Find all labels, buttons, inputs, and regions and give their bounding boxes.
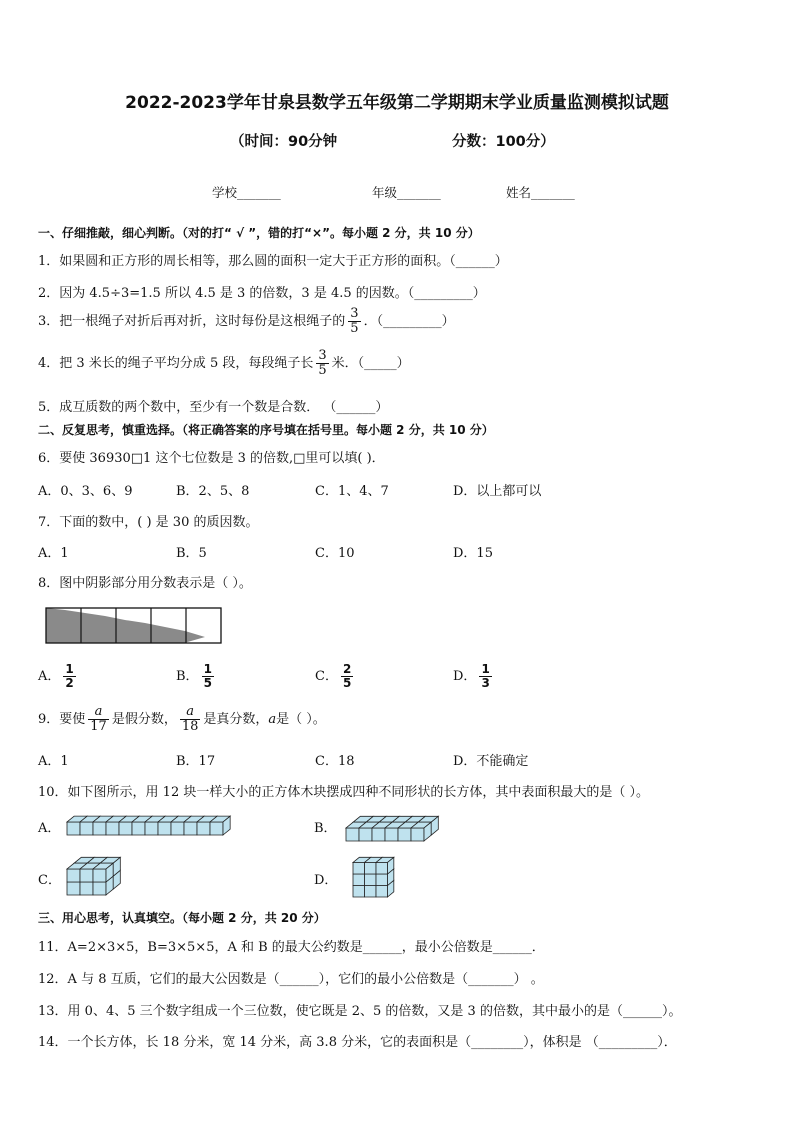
- q9-option-c: C．18: [315, 754, 355, 769]
- cube-face: [365, 874, 377, 886]
- q8-option-c: C． $\frac{2}{5}$: [315, 662, 352, 690]
- fraction: $\frac{3}{5}$: [318, 348, 327, 378]
- cube-face: [80, 869, 93, 882]
- cube-face: [106, 822, 119, 835]
- q9-option-a: A．1: [38, 754, 69, 769]
- q7-option-d: D．15: [453, 546, 493, 561]
- cube-face: [376, 863, 388, 875]
- cube-face: [346, 828, 359, 841]
- section-1-heading: 一、仔细推敲，细心判断。（对的打“ √ ”，错的打“×”。每小题 2 分，共 10 分）: [38, 226, 480, 240]
- shaded-fraction-figure: [45, 607, 222, 644]
- cube-face: [145, 822, 158, 835]
- cube-face: [171, 822, 184, 835]
- q8-option-b: B． $\frac{1}{5}$: [176, 662, 212, 690]
- question-4-text: 4．把 3 米长的绳子平均分成 5 段，每段绳子长: [38, 356, 314, 371]
- question-6: 6．要使 36930□1 这个七位数是 3 的倍数,□里可以填( )．: [38, 451, 385, 466]
- section-3-heading: 三、用心思考，认真填空。（每小题 2 分，共 20 分）: [38, 911, 326, 925]
- cube-face: [67, 822, 80, 835]
- section-2-heading: 二、反复思考，慎重选择。（将正确答案的序号填在括号里。每小题 2 分，共 10 分）: [38, 423, 494, 437]
- question-4: [38, 349, 410, 378]
- question-10: 10．如下图所示，用 12 块一样大小的正方体木块摆成四种不同形状的长方体，其中表面积最大的是（ ）。: [38, 785, 649, 800]
- cube-face: [365, 863, 377, 875]
- q10-option-d: D．: [314, 873, 338, 888]
- cube-face: [376, 874, 388, 886]
- cube-face: [158, 822, 171, 835]
- fraction: $\frac{a}{17}$: [90, 704, 107, 734]
- q7-option-c: C．10: [315, 546, 355, 561]
- question-8: 8．图中阴影部分用分数表示是（ ）。: [38, 576, 252, 591]
- cube-face: [359, 828, 372, 841]
- question-13: 13．用 0、4、5 三个数字组成一个三位数，使它既是 2、5 的倍数，又是 3 的倍数，其中最小的是（______）。: [38, 1004, 682, 1019]
- cube-face: [353, 886, 365, 898]
- cube-face: [353, 874, 365, 886]
- exam-time: （时间：90分钟: [230, 134, 338, 150]
- q10-option-a: A．: [38, 821, 61, 836]
- cube-face: [197, 822, 210, 835]
- cube-face: [398, 828, 411, 841]
- q7-option-a: A．1: [38, 546, 69, 561]
- q7-option-b: B．5: [176, 546, 207, 561]
- cube-face: [93, 822, 106, 835]
- q6-option-b: B．2、5、8: [176, 484, 250, 499]
- cuboid-figure-a: [66, 812, 236, 836]
- question-3-text: 3．把一根绳子对折后再对折，这时每份是这根绳子的: [38, 314, 346, 329]
- cuboid-figure-c: [66, 856, 136, 896]
- cube-face: [372, 828, 385, 841]
- question-12: 12．A 与 8 互质，它们的最大公因数是（______），它们的最小公倍数是（_______） 。: [38, 972, 544, 987]
- question-3-blank: ．（_________）: [363, 314, 455, 329]
- cube-face: [67, 869, 80, 882]
- q6-option-a: A．0、3、6、9: [38, 484, 133, 499]
- cube-face: [67, 882, 80, 895]
- question-4-blank: 米．（_____）: [331, 356, 410, 371]
- cube-face: [80, 822, 93, 835]
- cube-face: [119, 822, 132, 835]
- question-3: [38, 307, 455, 336]
- q6-option-d: D．以上都可以: [453, 484, 542, 499]
- question-7: 7．下面的数中，( ) 是 30 的质因数。: [38, 515, 259, 530]
- cuboid-figure-b: [345, 812, 445, 842]
- q10-option-c: C．: [38, 873, 61, 888]
- cube-face: [184, 822, 197, 835]
- cube-face: [93, 869, 106, 882]
- page-title: 2022-2023学年甘泉县数学五年级第二学期期末学业质量监测模拟试题: [125, 93, 669, 113]
- cube-face: [376, 886, 388, 898]
- q10-option-b: B．: [314, 821, 337, 836]
- name-field: 姓名_______: [506, 185, 575, 200]
- question-1: 1．如果圆和正方形的周长相等，那么圆的面积一定大于正方形的面积。（______）: [38, 254, 508, 269]
- cube-face: [411, 828, 424, 841]
- q6-option-c: C．1、4、7: [315, 484, 389, 499]
- grade-field: 年级_______: [372, 185, 441, 200]
- exam-score: 分数：100分）: [452, 134, 555, 150]
- q9-option-d: D．不能确定: [453, 754, 529, 769]
- question-2: 2．因为 4.5÷3=1.5 所以 4.5 是 3 的倍数，3 是 4.5 的因数。（_________）: [38, 286, 486, 301]
- question-11: 11．A=2×3×5，B=3×5×5，A 和 B 的最大公约数是______，最小公倍数是______．: [38, 940, 545, 955]
- q8-option-a: A． $\frac{1}{2}$: [38, 662, 74, 690]
- cube-face: [132, 822, 145, 835]
- cube-face: [80, 882, 93, 895]
- cuboid-figure-d: [352, 856, 412, 898]
- question-5: 5．成互质数的两个数中，至少有一个数是合数． （______）: [38, 400, 389, 415]
- fraction: $\frac{3}{5}$: [350, 306, 359, 336]
- question-14: 14．一个长方体，长 18 分米，宽 14 分米，高 3.8 分米，它的表面积是（________），体积是 （_________）．: [38, 1035, 677, 1050]
- q8-option-d: D． $\frac{1}{3}$: [453, 662, 490, 690]
- cube-face: [93, 882, 106, 895]
- cube-face: [385, 828, 398, 841]
- fraction: $\frac{a}{18}$: [181, 704, 199, 734]
- cube-face: [365, 886, 377, 898]
- school-field: 学校_______: [212, 185, 281, 200]
- question-9: 9．要使 $\frac{a}{17}$ 是假分数， $\frac{a}{18}$ 是真分数，a是（ ）。: [38, 704, 326, 734]
- shaded-region: [46, 608, 205, 643]
- cube-face: [353, 863, 365, 875]
- cube-face: [210, 822, 223, 835]
- q9-option-b: B．17: [176, 754, 216, 769]
